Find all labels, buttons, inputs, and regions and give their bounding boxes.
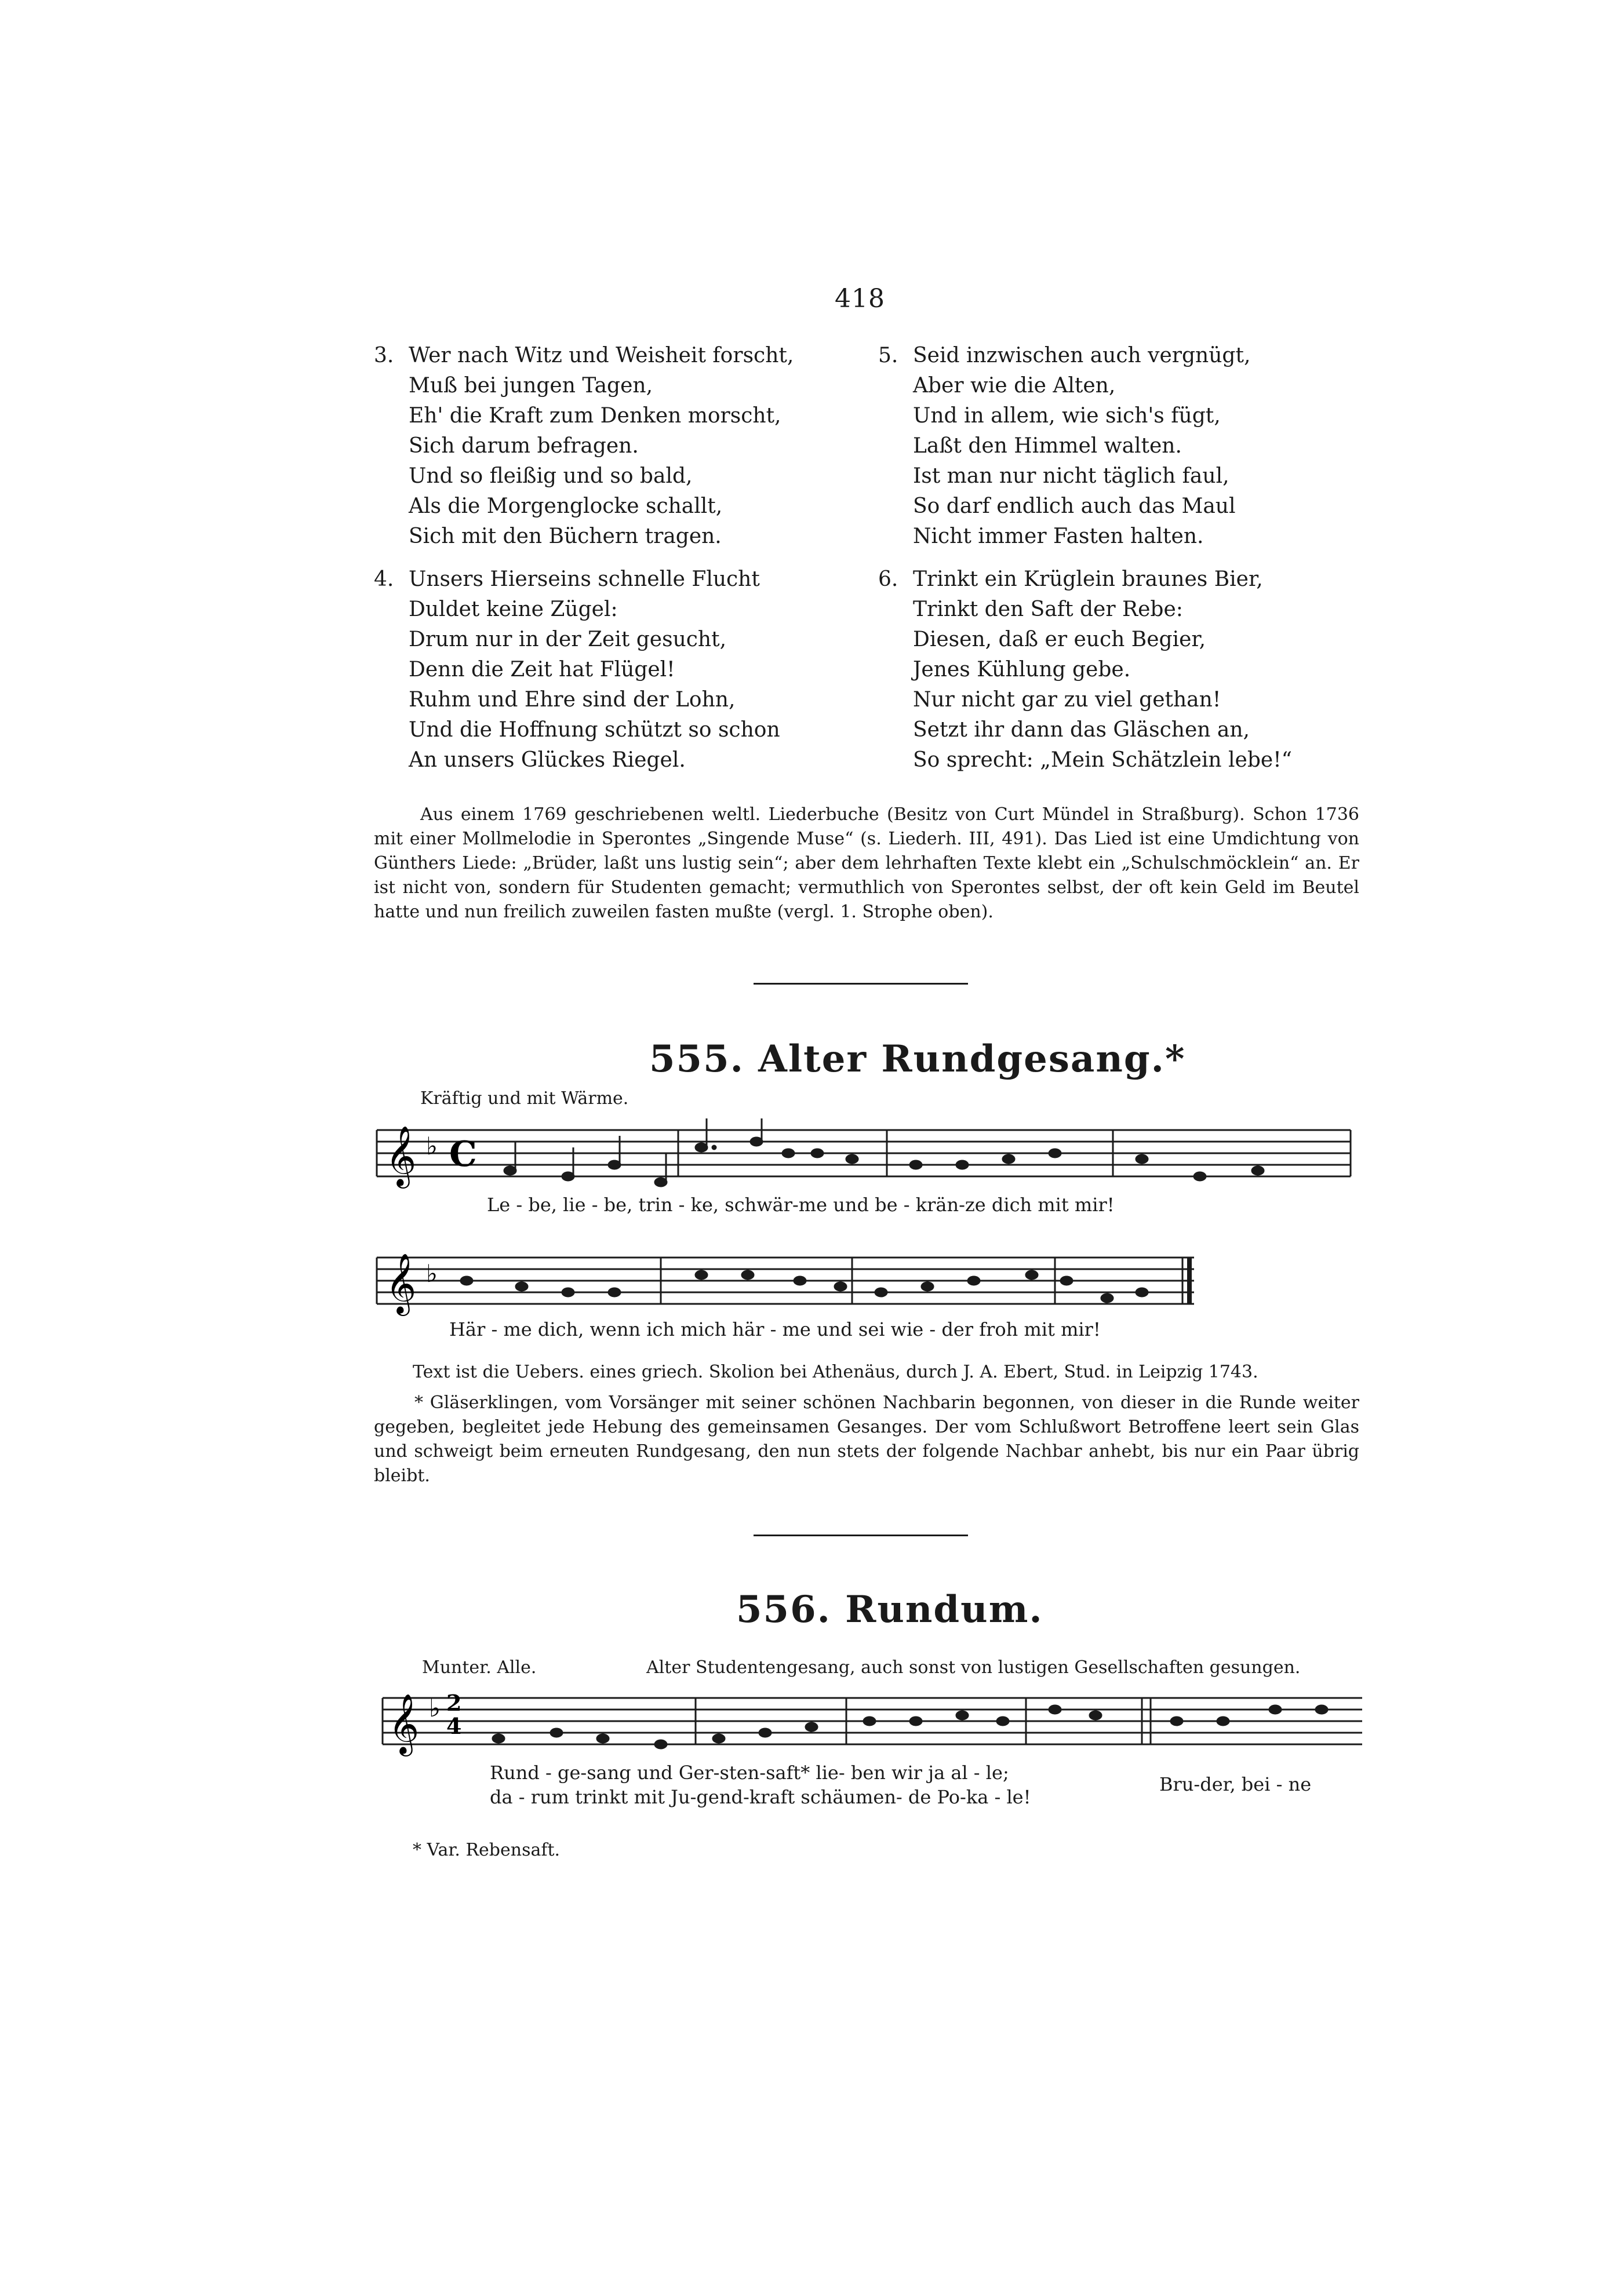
music-staff-555-line2: [371, 1246, 1356, 1315]
verse-line: Nicht immer Fasten halten.: [913, 524, 1204, 548]
svg-text:C: C: [449, 1134, 477, 1175]
verse-line: Trinkt ein Krüglein braunes Bier,: [913, 567, 1263, 591]
source-note: [374, 803, 1359, 924]
verse-line: Aber wie die Alten,: [913, 374, 1116, 398]
verse-line: Setzt ihr dann das Gläschen an,: [913, 718, 1250, 742]
music-staff-556: [371, 1686, 1368, 1756]
page-number: 418: [835, 284, 885, 314]
song-555-heading: [649, 1037, 1185, 1081]
verse-line: Seid inzwischen auch vergnügt,: [913, 344, 1251, 367]
stanza-3: [374, 341, 878, 552]
lyrics-line: Här - me dich, wenn ich mich här - me und sei wie - der froh mit mir!: [449, 1318, 1101, 1340]
time-signature-top: 2: [446, 1690, 462, 1716]
verse-line: Und in allem, wie sich's fügt,: [913, 404, 1221, 428]
verse-line: Eh' die Kraft zum Denken morscht,: [409, 404, 781, 428]
verse-line: Trinkt den Saft der Rebe:: [913, 597, 1183, 621]
footnote-text: * Gläserklingen, vom Vorsänger mit seiner schönen Nachbarin begonnen, von dieser in die Runde weiter gegeben, begleitet jede Hebung des gemeinsamen Gesanges. Der vom Schlußwort Betroffene leert sein Glas und schweigt beim erneuten Rundgesang, den nun stets der folgende Nachbar anhebt, bis nur ein Paar übrig bleibt.: [374, 1393, 1359, 1486]
tempo-marking: Munter. Alle.: [422, 1657, 537, 1678]
verse-line: Laßt den Himmel walten.: [913, 434, 1182, 458]
verse-line: Und so fleißig und so bald,: [409, 464, 693, 488]
svg-text:♭: ♭: [426, 1259, 438, 1288]
lyrics-line: Le - be, lie - be, trin - ke, schwär-me und be - krän-ze dich mit mir!: [487, 1194, 1115, 1216]
stanza-5: [878, 341, 1388, 552]
lyrics-continuation: Bru-der, bei - ne: [1159, 1773, 1312, 1795]
stanza-4: [374, 564, 878, 775]
stanza-number: 6.: [878, 567, 898, 591]
time-signature-bottom: 4: [446, 1713, 462, 1739]
tempo-marking: Kräftig und mit Wärme.: [420, 1088, 629, 1109]
verse-line: Sich mit den Büchern tragen.: [409, 524, 722, 548]
verse-line: Duldet keine Zügel:: [409, 597, 618, 621]
svg-text:♭: ♭: [426, 1132, 438, 1160]
verse-line: Diesen, daß er euch Begier,: [913, 628, 1206, 651]
song-title: Alter Rundgesang.*: [758, 1037, 1186, 1081]
verse-line: Drum nur in der Zeit gesucht,: [409, 628, 727, 651]
divider: [754, 983, 968, 985]
svg-text:𝄞: 𝄞: [385, 1253, 417, 1314]
verse-line: Ruhm und Ehre sind der Lohn,: [409, 688, 736, 712]
stanzas-right: [878, 341, 1388, 775]
svg-text:𝄞: 𝄞: [388, 1693, 420, 1754]
svg-text:𝄞: 𝄞: [385, 1125, 417, 1186]
song-description: Alter Studentengesang, auch sonst von lustigen Gesellschaften gesungen.: [646, 1657, 1301, 1678]
source-note-text: Aus einem 1769 geschriebenen weltl. Liederbuche (Besitz von Curt Mündel in Straßburg). Schon 1736 mit einer Mollmelodie in Sperontes „Singende Muse“ (s. Liederh. III, 491). Das Lied ist eine Umdichtung von Günthers Liede: „Brüder, laßt uns lustig sein“; aber dem lehrhaften Texte klebt ein „Schulschmöcklein“ an. Er ist nicht von, sondern für Studenten gemacht; vermuthlich von Sperontes selbst, der oft kein Geld im Beutel hatte und nun freilich zuweilen fasten mußte (vergl. 1. Strophe oben).: [374, 804, 1359, 922]
verse-line: Wer nach Witz und Weisheit forscht,: [409, 344, 794, 367]
stanza-number: 4.: [374, 567, 394, 591]
lyrics-line: Rund - ge-sang und Ger-sten-saft* lie- ben wir ja al - le;: [490, 1762, 1009, 1784]
verse-line: So sprecht: „Mein Schätzlein lebe!“: [913, 748, 1293, 772]
verse-line: Denn die Zeit hat Flügel!: [409, 658, 675, 681]
verse-line: Nur nicht gar zu viel gethan!: [913, 688, 1221, 712]
divider: [754, 1535, 968, 1536]
song-number: 555.: [649, 1037, 744, 1081]
song-title: Rundum.: [845, 1588, 1043, 1631]
verse-line: Jenes Kühlung gebe.: [913, 658, 1131, 681]
stanza-number: 3.: [374, 344, 394, 367]
svg-text:♭: ♭: [429, 1694, 441, 1722]
verse-line: Als die Morgenglocke schallt,: [409, 494, 723, 518]
text-note: Text ist die Uebers. eines griech. Skolion bei Athenäus, durch J. A. Ebert, Stud. in Leipzig 1743.: [413, 1362, 1258, 1382]
stanza-number: 5.: [878, 344, 898, 367]
stanza-6: [878, 564, 1388, 775]
verse-line: So darf endlich auch das Maul: [913, 494, 1236, 518]
stanzas-left: [374, 341, 878, 775]
verse-line: Ist man nur nicht täglich faul,: [913, 464, 1229, 488]
verse-line: An unsers Glückes Riegel.: [409, 748, 686, 772]
song-555-footnote: [374, 1391, 1359, 1488]
song-556-heading: [736, 1588, 1043, 1631]
verse-line: Unsers Hierseins schnelle Flucht: [409, 567, 760, 591]
music-staff-555-line1: [371, 1118, 1356, 1188]
song-556-footnote: * Var. Rebensaft.: [413, 1840, 561, 1860]
song-number: 556.: [736, 1588, 831, 1631]
lyrics-line: da - rum trinkt mit Ju-gend-kraft schäumen- de Po-ka - le!: [490, 1786, 1031, 1808]
verse-line: Sich darum befragen.: [409, 434, 639, 458]
verse-line: Und die Hoffnung schützt so schon: [409, 718, 780, 742]
verse-line: Muß bei jungen Tagen,: [409, 374, 653, 398]
